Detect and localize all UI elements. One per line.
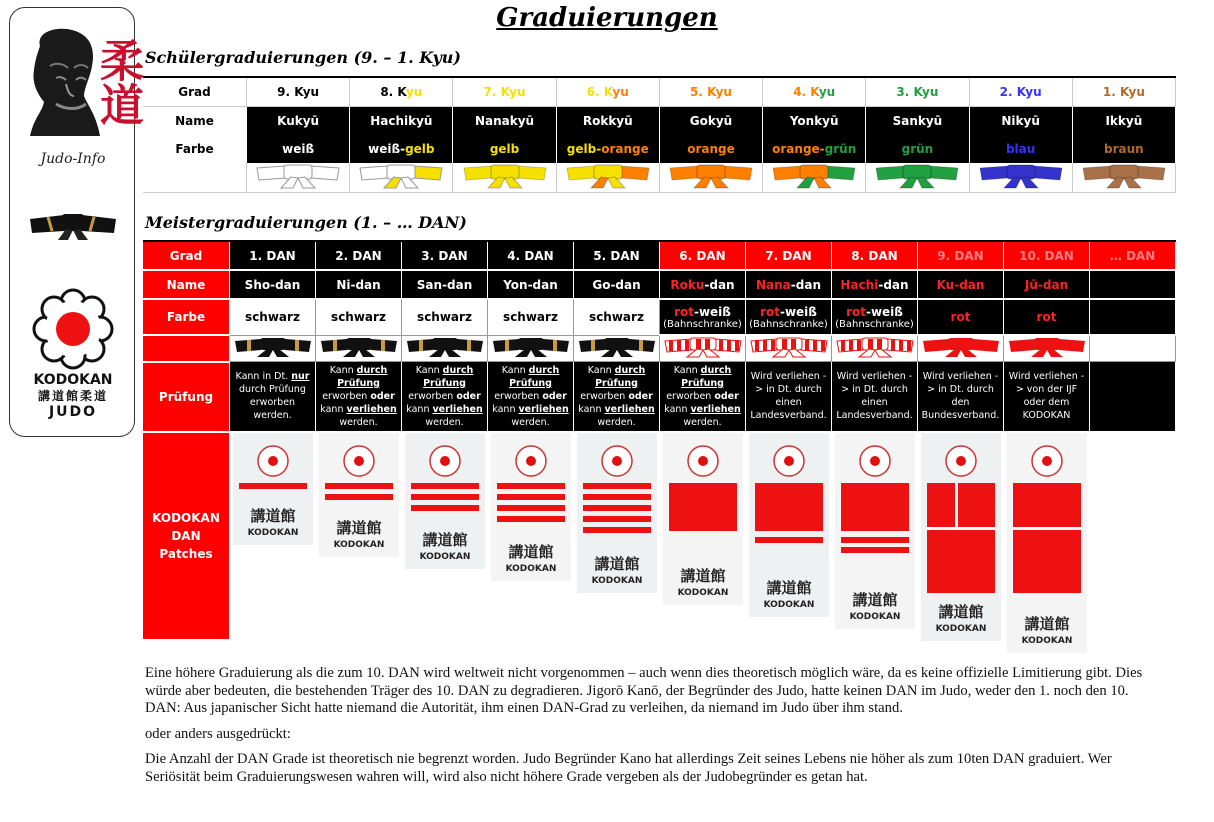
kyu-farbe-b: orange xyxy=(601,142,649,156)
dan-grad-cell xyxy=(316,241,402,270)
dan-pruefung-part: durch Prüfung xyxy=(595,364,646,389)
kyu-farbe-text: gelb xyxy=(489,142,520,156)
kodokan-dan-patch-icon xyxy=(749,433,829,633)
dan-belt-cell xyxy=(230,335,316,362)
dan-farbe-cell xyxy=(1004,299,1090,335)
kodokan-line1: KODOKAN xyxy=(33,372,113,388)
kyu-belt-cell xyxy=(350,163,453,193)
kyu-farbe-a: orange- xyxy=(772,142,825,156)
kodokan-wordmark xyxy=(10,372,136,420)
dan-patch-cell xyxy=(1004,432,1090,646)
kyu-farbe-cell xyxy=(1072,135,1175,163)
kyu-name-cell xyxy=(350,107,453,136)
kodokan-dan-patch-icon xyxy=(1093,433,1173,633)
kyu-grad-text: 3. Kyu xyxy=(896,85,939,99)
dan-farbe-cell xyxy=(230,299,316,335)
dan-patch-cell xyxy=(1090,432,1176,640)
dan-pruefung-part: werden. xyxy=(339,416,378,428)
kyu-grad-text: 6. Kyu xyxy=(586,85,629,99)
kyu-farbe-cell xyxy=(969,135,1072,163)
kyu-belt-cell xyxy=(247,163,350,193)
kyu-grad-cell xyxy=(866,77,969,107)
dan-farbe-a: rot xyxy=(760,304,780,319)
kyu-name-text: Yonkyū xyxy=(789,114,839,128)
dan-grad-text: 7. DAN xyxy=(765,248,812,263)
dan-belt-icon xyxy=(1007,336,1087,358)
dan-farbe-text: schwarz xyxy=(331,310,386,325)
kyu-name-text: Gokyū xyxy=(689,114,733,128)
kodokan-dan-patch-icon xyxy=(663,433,743,633)
kyu-name-text: Nanakyū xyxy=(474,114,535,128)
dan-pruefung-cell xyxy=(316,362,402,432)
dan-belt-icon xyxy=(749,336,829,358)
kyu-belt-icon xyxy=(978,163,1064,189)
kyu-farbe-text: weiß xyxy=(282,142,315,156)
dan-pruefung-part: werden. xyxy=(683,416,722,428)
dan-name-cell xyxy=(1004,270,1090,299)
dan-pruefung-part: kann xyxy=(320,403,347,415)
dan-grad-text: 3. DAN xyxy=(421,248,468,263)
dan-belt-cell xyxy=(1090,335,1176,362)
patch-kodokan: KODOKAN xyxy=(763,599,814,610)
dan-name-cell xyxy=(316,270,402,299)
patch-kodokan: KODOKAN xyxy=(419,551,470,562)
dan-pruefung-part: nur xyxy=(291,371,310,383)
dan-belt-cell xyxy=(1004,335,1090,362)
dan-farbe-cell xyxy=(1090,299,1176,335)
kodokan-line3: JUDO xyxy=(48,404,98,420)
kyu-farbe-a: gelb- xyxy=(566,142,602,156)
kodokan-dan-patch-icon xyxy=(577,433,657,633)
dan-pruefung-part: Wird verliehen -> in Dt. durch einen Landesverband. xyxy=(750,371,827,422)
dan-grad-text: 4. DAN xyxy=(507,248,554,263)
dan-pruefung-part: durch Prüfung xyxy=(337,364,388,389)
dan-grad-text: 8. DAN xyxy=(851,248,898,263)
kyu-grad-text: 9. Kyu xyxy=(277,85,320,99)
dan-pruefung-cell xyxy=(230,362,316,432)
kyu-grad-cell xyxy=(247,77,350,107)
dan-farbe-cell xyxy=(832,299,918,335)
dan-pruefung-part: oder xyxy=(370,390,395,402)
black-belt-icon xyxy=(28,211,118,241)
kyu-grad-cell xyxy=(969,77,1072,107)
dan-pruefung-cell xyxy=(746,362,832,432)
dan-pruefung-part: durch Prüfung erworben werden. xyxy=(239,384,306,422)
dan-patch-cell xyxy=(660,432,746,640)
kyu-belt-icon xyxy=(358,163,444,189)
dan-farbe-cell xyxy=(402,299,488,335)
paragraph-2: oder anders ausgedrückt: xyxy=(145,725,291,742)
dan-label-patches: KODOKAN DAN Patches xyxy=(143,432,230,640)
dan-pruefung-part: oder xyxy=(456,390,481,402)
kyu-farbe-text: orange xyxy=(687,142,735,156)
dan-name-cell xyxy=(832,270,918,299)
dan-belt-cell xyxy=(746,335,832,362)
dan-pruefung-part: Kann in Dt. xyxy=(235,371,292,383)
dan-pruefung-part: Kann xyxy=(501,364,529,376)
kyu-grad-cell xyxy=(763,77,866,107)
dan-farbe-sub: (Bahnschranke) xyxy=(663,318,742,330)
dan-farbe-b: -weiß xyxy=(865,304,903,319)
patch-kodokan: KODOKAN xyxy=(1021,635,1072,646)
kyu-table xyxy=(143,76,1176,193)
dan-pruefung-part: Kann xyxy=(673,364,701,376)
dan-name-cell xyxy=(918,270,1004,299)
patch-kanji: 講道館 xyxy=(679,566,726,585)
dan-belt-cell xyxy=(402,335,488,362)
dan-belt-icon xyxy=(663,336,743,358)
dan-label-name: Name xyxy=(143,270,230,299)
patch-kodokan: KODOKAN xyxy=(505,563,556,574)
dan-farbe-b: -weiß xyxy=(779,304,817,319)
dan-name-b: Sho-dan xyxy=(244,277,301,292)
dan-belt-cell xyxy=(488,335,574,362)
kyu-farbe-b: grün xyxy=(824,142,857,156)
kyu-name-cell xyxy=(1072,107,1175,136)
kyu-name-text: Hachikyū xyxy=(370,114,433,128)
dan-farbe-cell xyxy=(918,299,1004,335)
patch-kodokan: KODOKAN xyxy=(247,527,298,538)
kyu-grad-text: 5. Kyu xyxy=(689,85,732,99)
kyu-label-grad: Grad xyxy=(143,77,247,107)
dan-pruefung-part: oder xyxy=(714,390,739,402)
dan-farbe-cell xyxy=(488,299,574,335)
kyu-farbe-text: grün xyxy=(901,142,934,156)
dan-patch-cell xyxy=(574,432,660,640)
dan-grad-text: 6. DAN xyxy=(679,248,726,263)
kyu-belt-cell xyxy=(969,163,1072,193)
dan-name-b: -dan xyxy=(790,277,821,292)
kyu-belt-icon xyxy=(565,163,651,189)
paragraph-3: Die Anzahl der DAN Grade ist theoretisch nie begrenzt worden. Judo Begründer Kano hat allerdings Zeit seines Lebens nie höher als zum 10ten DAN graduiert. Wer Seriösität beim Graduierungswesen wahren will, wird also nicht höhere Grade vergeben als der Judobegründer es getan hat. xyxy=(145,751,1112,785)
kyu-belt-cell xyxy=(659,163,762,193)
dan-pruefung-part: verliehen xyxy=(690,403,741,415)
kyu-farbe-cell xyxy=(659,135,762,163)
dan-table xyxy=(143,240,1176,646)
dan-grad-cell xyxy=(402,241,488,270)
dan-belt-cell xyxy=(832,335,918,362)
patch-kanji: 講道館 xyxy=(851,590,898,609)
dan-name-a: Hachi xyxy=(840,277,879,292)
kyu-name-cell xyxy=(247,107,350,136)
kyu-belt-cell xyxy=(1072,163,1175,193)
patch-kanji: 講道館 xyxy=(507,542,554,561)
judo-kanji: 柔道 xyxy=(92,38,143,126)
patch-kanji: 講道館 xyxy=(1023,614,1070,633)
dan-pruefung-part: oder xyxy=(542,390,567,402)
dan-belt-cell xyxy=(660,335,746,362)
kodokan-line2: 講道館柔道 xyxy=(37,389,108,403)
dan-farbe-cell xyxy=(746,299,832,335)
dan-belt-cell xyxy=(918,335,1004,362)
dan-pruefung-part: verliehen xyxy=(346,403,397,415)
dan-pruefung-part: durch Prüfung xyxy=(509,364,560,389)
dan-name-a: Nana xyxy=(756,277,791,292)
dan-pruefung-cell xyxy=(488,362,574,432)
dan-pruefung-part: oder xyxy=(628,390,653,402)
kyu-farbe-b: gelb xyxy=(405,142,435,156)
dan-farbe-text: schwarz xyxy=(503,310,558,325)
patch-kodokan: KODOKAN xyxy=(849,611,900,622)
kyu-grad-cell xyxy=(350,77,453,107)
kodokan-dan-patch-icon xyxy=(835,433,915,633)
kodokan-dan-patch-icon xyxy=(319,433,399,633)
dan-farbe-sub: (Bahnschranke) xyxy=(835,318,914,330)
kodokan-dan-patch-icon xyxy=(1007,433,1087,646)
kyu-name-text: Ikkyū xyxy=(1105,114,1143,128)
kyu-farbe-text: blau xyxy=(1005,142,1036,156)
kyu-label-farbe: Farbe xyxy=(143,135,247,163)
dan-pruefung-part: werden. xyxy=(597,416,636,428)
dan-farbe-b: -weiß xyxy=(693,304,731,319)
kodokan-dan-patch-icon xyxy=(233,433,313,633)
dan-name-b: -dan xyxy=(878,277,909,292)
dan-belt-icon xyxy=(577,336,657,358)
kyu-name-cell xyxy=(659,107,762,136)
dan-grad-text: 1. DAN xyxy=(249,248,296,263)
kyu-grad-cell xyxy=(1072,77,1175,107)
kyu-belt-cell xyxy=(453,163,556,193)
dan-farbe-a: rot xyxy=(846,304,866,319)
dan-pruefung-part: kann xyxy=(406,403,433,415)
kyu-label-name: Name xyxy=(143,107,247,136)
kyu-belt-icon xyxy=(668,163,754,189)
dan-pruefung-part: kann xyxy=(492,403,519,415)
kyu-grad-text: 1. Kyu xyxy=(1102,85,1145,99)
kyu-belt-icon xyxy=(771,163,857,189)
patch-kanji: 講道館 xyxy=(249,506,296,525)
dan-pruefung-part: erworben xyxy=(580,390,629,402)
kyu-grad-text: 8. Kyu xyxy=(380,85,423,99)
sidebar-panel xyxy=(9,7,143,437)
kyu-belt-icon xyxy=(462,163,548,189)
dan-pruefung-cell xyxy=(1004,362,1090,432)
dan-name-b: Ni-dan xyxy=(336,277,381,292)
kyu-name-cell xyxy=(866,107,969,136)
kyu-farbe-cell xyxy=(763,135,866,163)
kyu-farbe-a: weiß- xyxy=(368,142,406,156)
dan-pruefung-part: Kann xyxy=(415,364,443,376)
dan-pruefung-cell xyxy=(1090,362,1176,432)
dan-grad-text: 2. DAN xyxy=(335,248,382,263)
dan-name-a: Ku-dan xyxy=(936,277,985,292)
dan-farbe-cell xyxy=(316,299,402,335)
dan-belt-icon xyxy=(491,336,571,358)
patch-kanji: 講道館 xyxy=(421,530,468,549)
dan-name-cell xyxy=(230,270,316,299)
dan-grad-cell xyxy=(1090,241,1176,270)
dan-name-cell xyxy=(660,270,746,299)
dan-grad-cell xyxy=(1004,241,1090,270)
kyu-name-text: Sankyū xyxy=(892,114,943,128)
kyu-grad-cell xyxy=(659,77,762,107)
dan-pruefung-part: verliehen xyxy=(432,403,483,415)
kyu-belt-icon xyxy=(1081,163,1167,189)
explanation-text xyxy=(145,665,1165,794)
kodokan-dan-patch-icon xyxy=(491,433,571,633)
judo-info-label: Judo-Info xyxy=(40,151,106,167)
dan-patch-cell xyxy=(316,432,402,640)
dan-belt-cell xyxy=(316,335,402,362)
dan-farbe-text: schwarz xyxy=(245,310,300,325)
dan-farbe-text: schwarz xyxy=(589,310,644,325)
dan-farbe-a: rot xyxy=(1036,310,1057,324)
kyu-belt-cell xyxy=(763,163,866,193)
dan-patch-cell xyxy=(230,432,316,640)
dan-pruefung-cell xyxy=(918,362,1004,432)
kyu-section-title: Schülergraduierungen (9. – 1. Kyu) xyxy=(145,48,461,67)
kyu-name-text: Rokkyū xyxy=(582,114,633,128)
patch-kodokan: KODOKAN xyxy=(677,587,728,598)
dan-name-cell xyxy=(1090,270,1176,299)
dan-name-cell xyxy=(402,270,488,299)
dan-belt-icon xyxy=(233,336,313,358)
dan-grad-cell xyxy=(488,241,574,270)
kyu-belt-cell xyxy=(556,163,659,193)
kyu-belt-icon xyxy=(874,163,960,189)
dan-grad-text: … DAN xyxy=(1109,248,1156,263)
kyu-name-cell xyxy=(556,107,659,136)
dan-pruefung-part: kann xyxy=(664,403,691,415)
dan-pruefung-part: durch Prüfung xyxy=(423,364,474,389)
patch-kodokan: KODOKAN xyxy=(935,623,986,634)
kyu-farbe-cell xyxy=(247,135,350,163)
patch-kodokan: KODOKAN xyxy=(333,539,384,550)
paragraph-1: Eine höhere Graduierung als die zum 10. DAN wird weltweit nicht vorgenommen – auch wenn dies theoretisch möglich wäre, da es keine offizielle Limitierung gibt. Dies würde aber bedeuten, die bestehenden Träger des 10. DAN zu degradieren. Jigorō Kanō, der Begründer des Judo, hatte keinen DAN im Judo, weder den 1. noch den 10. DAN: Aus japanischer Sicht hatte niemand die Autorität, ihm einen DAN-Grad zu verleihen, da niemand im Judo über ihm stand. xyxy=(145,665,1143,716)
dan-pruefung-part: erworben xyxy=(494,390,543,402)
dan-patch-cell xyxy=(832,432,918,640)
kodokan-emblem-icon xyxy=(30,286,116,372)
kyu-grad-cell xyxy=(453,77,556,107)
dan-name-cell xyxy=(574,270,660,299)
dan-belt-icon xyxy=(1093,336,1173,358)
dan-farbe-text: schwarz xyxy=(417,310,472,325)
kyu-grad-text: 7. Kyu xyxy=(483,85,526,99)
dan-belt-icon xyxy=(835,336,915,358)
dan-pruefung-part: erworben xyxy=(322,390,371,402)
dan-grad-cell xyxy=(746,241,832,270)
dan-pruefung-part: kann xyxy=(578,403,605,415)
dan-farbe-a: rot xyxy=(950,310,971,324)
kyu-farbe-cell xyxy=(556,135,659,163)
kyu-name-cell xyxy=(969,107,1072,136)
kyu-grad-cell xyxy=(556,77,659,107)
kyu-farbe-cell xyxy=(453,135,556,163)
kyu-belt-icon xyxy=(255,163,341,189)
dan-grad-cell xyxy=(574,241,660,270)
dan-pruefung-part: Wird verliehen -> von der IJF oder dem KODOKAN xyxy=(1008,371,1085,422)
dan-pruefung-part: durch Prüfung xyxy=(681,364,732,389)
dan-grad-cell xyxy=(832,241,918,270)
dan-grad-cell xyxy=(918,241,1004,270)
dan-pruefung-part: Wird verliehen -> in Dt. durch einen Landesverband. xyxy=(836,371,913,422)
dan-grad-cell xyxy=(660,241,746,270)
dan-pruefung-cell xyxy=(574,362,660,432)
dan-pruefung-part: werden. xyxy=(511,416,550,428)
patch-kodokan: KODOKAN xyxy=(591,575,642,586)
dan-label-grad: Grad xyxy=(143,241,230,270)
dan-pruefung-cell xyxy=(402,362,488,432)
dan-pruefung-part: verliehen xyxy=(518,403,569,415)
dan-pruefung-part: Wird verliehen -> in Dt. durch den Bundesverband. xyxy=(921,371,1000,422)
patch-kanji: 講道館 xyxy=(593,554,640,573)
dan-pruefung-part: Kann xyxy=(329,364,357,376)
dan-farbe-a: rot xyxy=(674,304,694,319)
dan-grad-text: 5. DAN xyxy=(593,248,640,263)
dan-pruefung-cell xyxy=(660,362,746,432)
dan-name-a: Jū-dan xyxy=(1024,277,1069,292)
dan-farbe-cell xyxy=(574,299,660,335)
page-title: Graduierungen xyxy=(496,3,718,33)
kyu-name-text: Kukyū xyxy=(277,114,320,128)
patch-kanji: 講道館 xyxy=(937,602,984,621)
kyu-farbe-cell xyxy=(350,135,453,163)
dan-belt-icon xyxy=(319,336,399,358)
dan-pruefung-part: verliehen xyxy=(604,403,655,415)
kyu-name-cell xyxy=(763,107,866,136)
dan-label-pruefung: Prüfung xyxy=(143,362,230,432)
dan-label-farbe: Farbe xyxy=(143,299,230,335)
dan-name-b: Go-dan xyxy=(592,277,641,292)
kyu-name-cell xyxy=(453,107,556,136)
dan-patch-cell xyxy=(488,432,574,640)
dan-name-b: -dan xyxy=(704,277,735,292)
kyu-farbe-text: braun xyxy=(1104,142,1144,156)
dan-patch-cell xyxy=(402,432,488,640)
kodokan-dan-patch-icon xyxy=(405,433,485,633)
dan-belt-icon xyxy=(921,336,1001,358)
dan-pruefung-part: erworben xyxy=(408,390,457,402)
dan-grad-cell xyxy=(230,241,316,270)
dan-patch-cell xyxy=(746,432,832,640)
dan-farbe-cell xyxy=(660,299,746,335)
kyu-belt-cell xyxy=(866,163,969,193)
dan-name-b: Yon-dan xyxy=(503,277,558,292)
kodokan-dan-patch-icon xyxy=(921,433,1001,633)
kyu-name-text: Nikyū xyxy=(1001,114,1040,128)
dan-pruefung-part: werden. xyxy=(425,416,464,428)
dan-name-cell xyxy=(746,270,832,299)
dan-patch-cell xyxy=(918,432,1004,640)
dan-belt-cell xyxy=(574,335,660,362)
dan-farbe-sub: (Bahnschranke) xyxy=(749,318,828,330)
dan-section-title: Meistergraduierungen (1. – … DAN) xyxy=(145,213,467,232)
dan-belt-icon xyxy=(405,336,485,358)
kyu-grad-text: 2. Kyu xyxy=(999,85,1042,99)
dan-name-cell xyxy=(488,270,574,299)
dan-name-b: San-dan xyxy=(416,277,473,292)
dan-grad-text: 10. DAN xyxy=(1019,248,1074,263)
kyu-grad-text: 4. Kyu xyxy=(793,85,836,99)
dan-grad-text: 9. DAN xyxy=(937,248,984,263)
patch-kanji: 講道館 xyxy=(765,578,812,597)
dan-name-a: Roku xyxy=(670,277,705,292)
patch-kanji: 講道館 xyxy=(335,518,382,537)
kyu-farbe-cell xyxy=(866,135,969,163)
dan-pruefung-cell xyxy=(832,362,918,432)
dan-pruefung-part: erworben xyxy=(666,390,715,402)
dan-pruefung-part: Kann xyxy=(587,364,615,376)
